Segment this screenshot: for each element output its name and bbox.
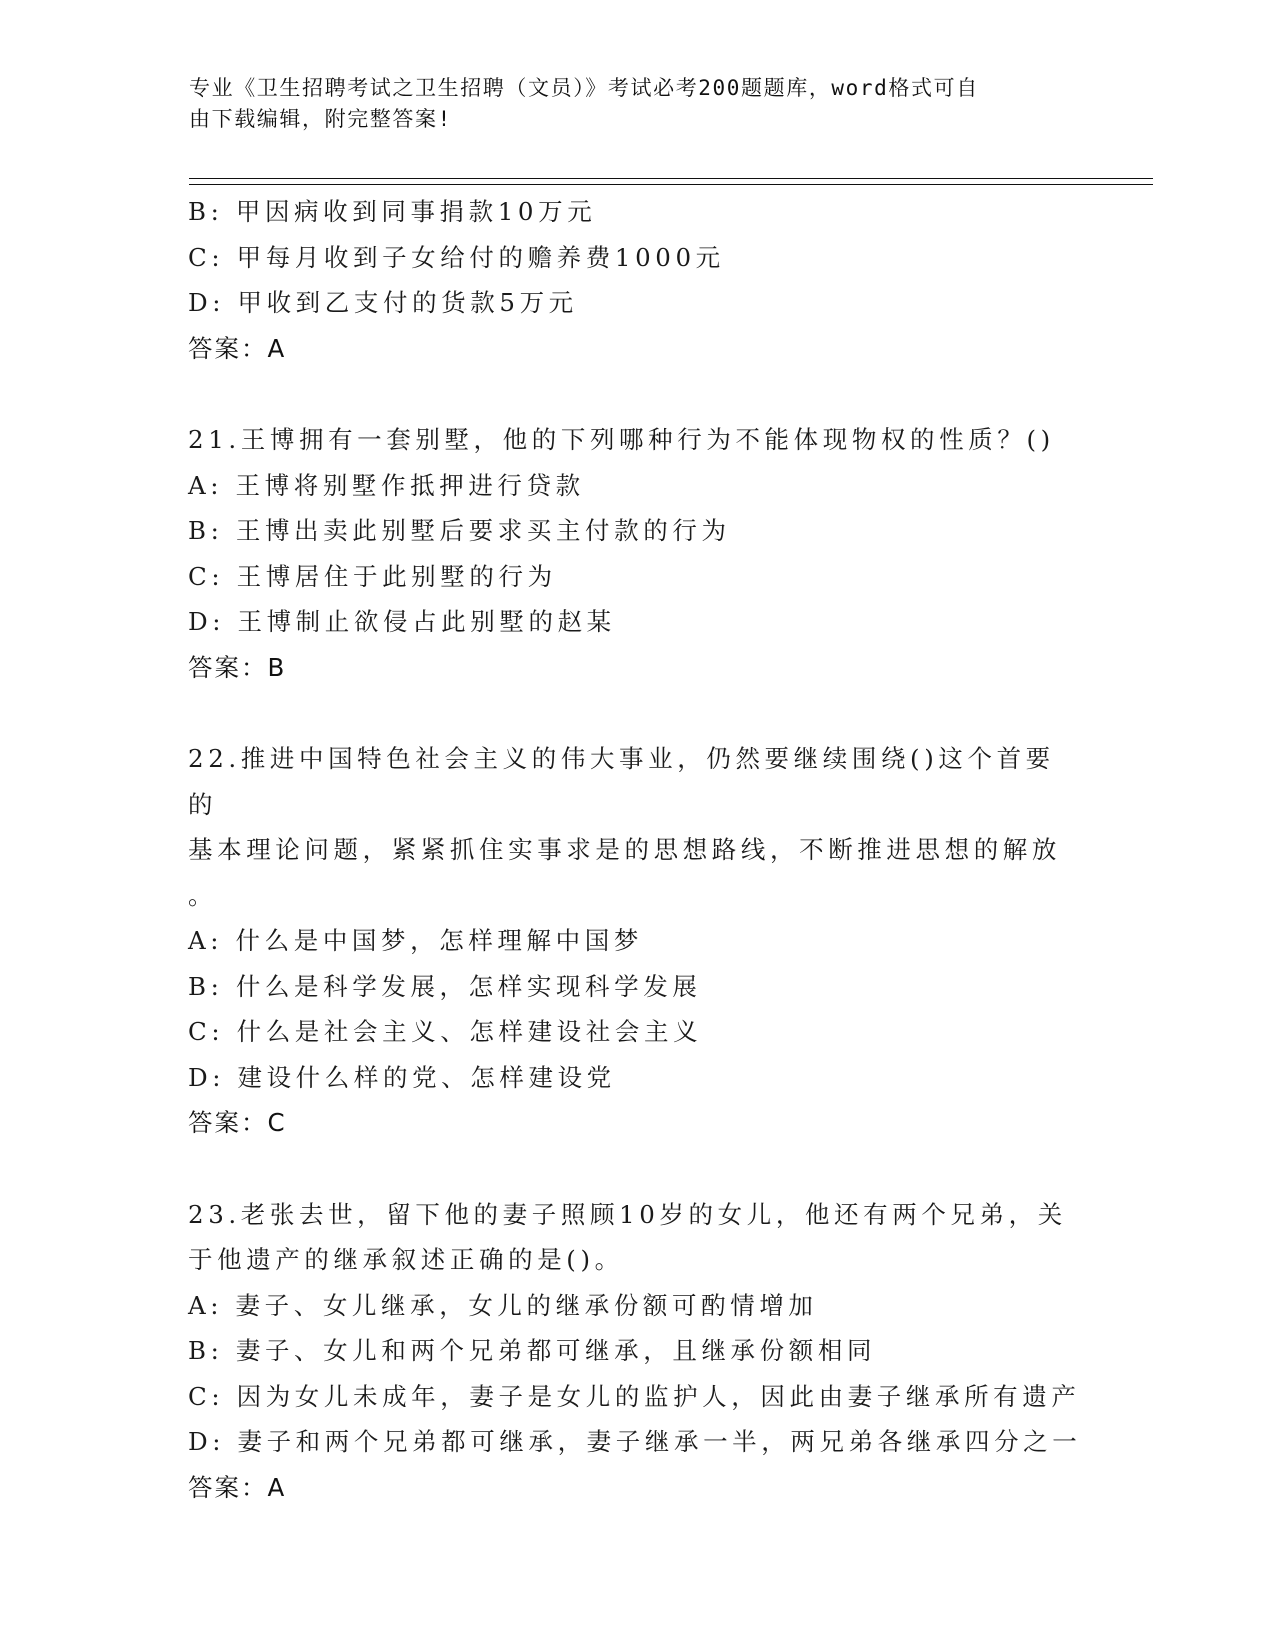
question-20-continued xyxy=(188,189,1088,371)
option-c: C: 甲每月收到子女给付的赡养费1000元 xyxy=(188,242,725,272)
option-b: B: 什么是科学发展，怎样实现科学发展 xyxy=(188,971,702,1001)
option-a: A: 什么是中国梦，怎样理解中国梦 xyxy=(188,926,643,955)
stem-line: 21.王博拥有一套别墅，他的下列哪种行为不能体现物权的性质？() xyxy=(188,425,1055,454)
option-c: C: 王博居住于此别墅的行为 xyxy=(188,561,557,591)
stem-line: 23.老张去世，留下他的妻子照顾10岁的女儿，他还有两个兄弟，关 xyxy=(188,1199,1067,1229)
answer-line: 答案：A xyxy=(188,1472,287,1502)
option-c: C: 什么是社会主义、怎样建设社会主义 xyxy=(188,1017,703,1046)
stem-line: 于他遗产的继承叙述正确的是()。 xyxy=(188,1245,624,1274)
question-23 xyxy=(188,1192,1088,1511)
question-stem xyxy=(188,736,1078,918)
document-header xyxy=(189,73,1069,135)
option-b: B: 甲因病收到同事捐款10万元 xyxy=(188,197,597,226)
question-stem xyxy=(188,1192,1078,1283)
header-divider xyxy=(189,178,1153,185)
option-a: A: 妻子、女儿继承，女儿的继承份额可酌情增加 xyxy=(188,1290,818,1320)
stem-line: 22.推进中国特色社会主义的伟大事业，仍然要继续围绕()这个首要的 xyxy=(188,744,1055,819)
option-b: B: 妻子、女儿和两个兄弟都可继承，且继承份额相同 xyxy=(188,1336,877,1365)
option-d: D: 王博制止欲侵占此别墅的赵某 xyxy=(188,607,616,636)
document-body xyxy=(188,189,1088,1510)
spacer xyxy=(188,371,1088,417)
spacer xyxy=(188,1146,1088,1192)
answer-line: 答案：B xyxy=(188,652,287,682)
stem-line: 。 xyxy=(188,880,218,910)
stem-line: 基本理论问题，紧紧抓住实事求是的思想路线，不断推进思想的解放 xyxy=(188,835,1061,864)
option-d: D: 妻子和两个兄弟都可继承，妻子继承一半，两兄弟各继承四分之一 xyxy=(188,1427,1082,1456)
option-a: A: 王博将别墅作抵押进行贷款 xyxy=(188,470,585,500)
question-stem xyxy=(188,417,1078,463)
option-b: B: 王博出卖此别墅后要求买主付款的行为 xyxy=(188,516,731,545)
question-21 xyxy=(188,417,1088,690)
answer-line: 答案：C xyxy=(188,1108,287,1137)
header-line-1: 专业《卫生招聘考试之卫生招聘（文员）》考试必考200题题库，word格式可自 xyxy=(189,76,979,100)
question-22 xyxy=(188,736,1088,1146)
header-line-2: 由下载编辑，附完整答案! xyxy=(189,107,452,131)
spacer xyxy=(188,690,1088,736)
answer-line: 答案：A xyxy=(188,333,287,363)
option-d: D: 甲收到乙支付的货款5万元 xyxy=(188,288,578,317)
option-d: D: 建设什么样的党、怎样建设党 xyxy=(188,1062,616,1092)
option-c: C: 因为女儿未成年，妻子是女儿的监护人，因此由妻子继承所有遗产 xyxy=(188,1381,1081,1411)
